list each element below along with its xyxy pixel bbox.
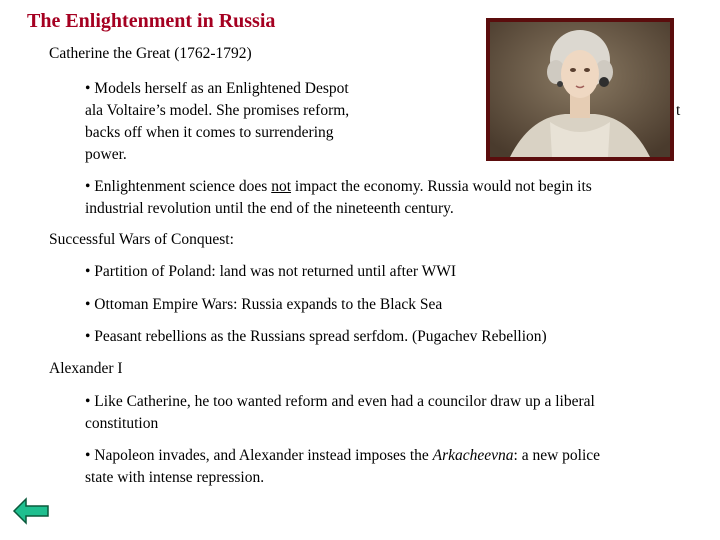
alexander-bullet-2-post: : a new police: [513, 447, 601, 464]
alexander-bullet-2-emphasis: Arkacheevna: [432, 447, 514, 464]
science-bullet-line-2: industrial revolution until the end of the nineteenth century.: [85, 200, 454, 217]
clipped-text-fragment: t: [676, 102, 681, 119]
science-bullet-line-1: [85, 176, 592, 198]
catherine-bullet-line-2: ala Voltaire’s model. She promises reform,: [85, 102, 350, 119]
wars-bullet-ottoman: • Ottoman Empire Wars: Russia expands to the Black Sea: [85, 296, 443, 313]
wars-bullet-peasant: • Peasant rebellions as the Russians spread serfdom. (Pugachev Rebellion): [85, 328, 547, 345]
catherine-heading: Catherine the Great (1762-1792): [49, 45, 252, 62]
back-button[interactable]: [12, 496, 50, 526]
alexander-bullet-1-line-1: • Like Catherine, he too wanted reform and even had a councilor draw up a liberal: [85, 393, 595, 410]
wars-heading: Successful Wars of Conquest:: [49, 231, 234, 248]
portrait-illustration: [490, 22, 670, 157]
catherine-portrait-image: [486, 18, 674, 161]
back-arrow-icon: [12, 496, 50, 526]
alexander-bullet-1-line-2: constitution: [85, 415, 159, 432]
catherine-bullet-line-3: backs off when it comes to surrendering: [85, 124, 334, 141]
alexander-bullet-2-line-1: [85, 445, 600, 467]
alexander-bullet-2-line-2: state with intense repression.: [85, 469, 265, 486]
alexander-heading: Alexander I: [49, 360, 123, 377]
catherine-bullet-line-4: power.: [85, 146, 127, 163]
catherine-bullet-line-1: • Models herself as an Enlightened Despot: [85, 80, 349, 97]
page-title: The Enlightenment in Russia: [27, 10, 276, 32]
wars-bullet-poland: • Partition of Poland: land was not returned until after WWI: [85, 263, 457, 280]
science-bullet-pre: • Enlightenment science does: [85, 178, 272, 195]
science-bullet-post: impact the economy. Russia would not begin its: [291, 178, 592, 195]
science-bullet-emphasis: not: [271, 178, 292, 195]
alexander-bullet-2-pre: • Napoleon invades, and Alexander instead imposes the: [85, 447, 433, 464]
